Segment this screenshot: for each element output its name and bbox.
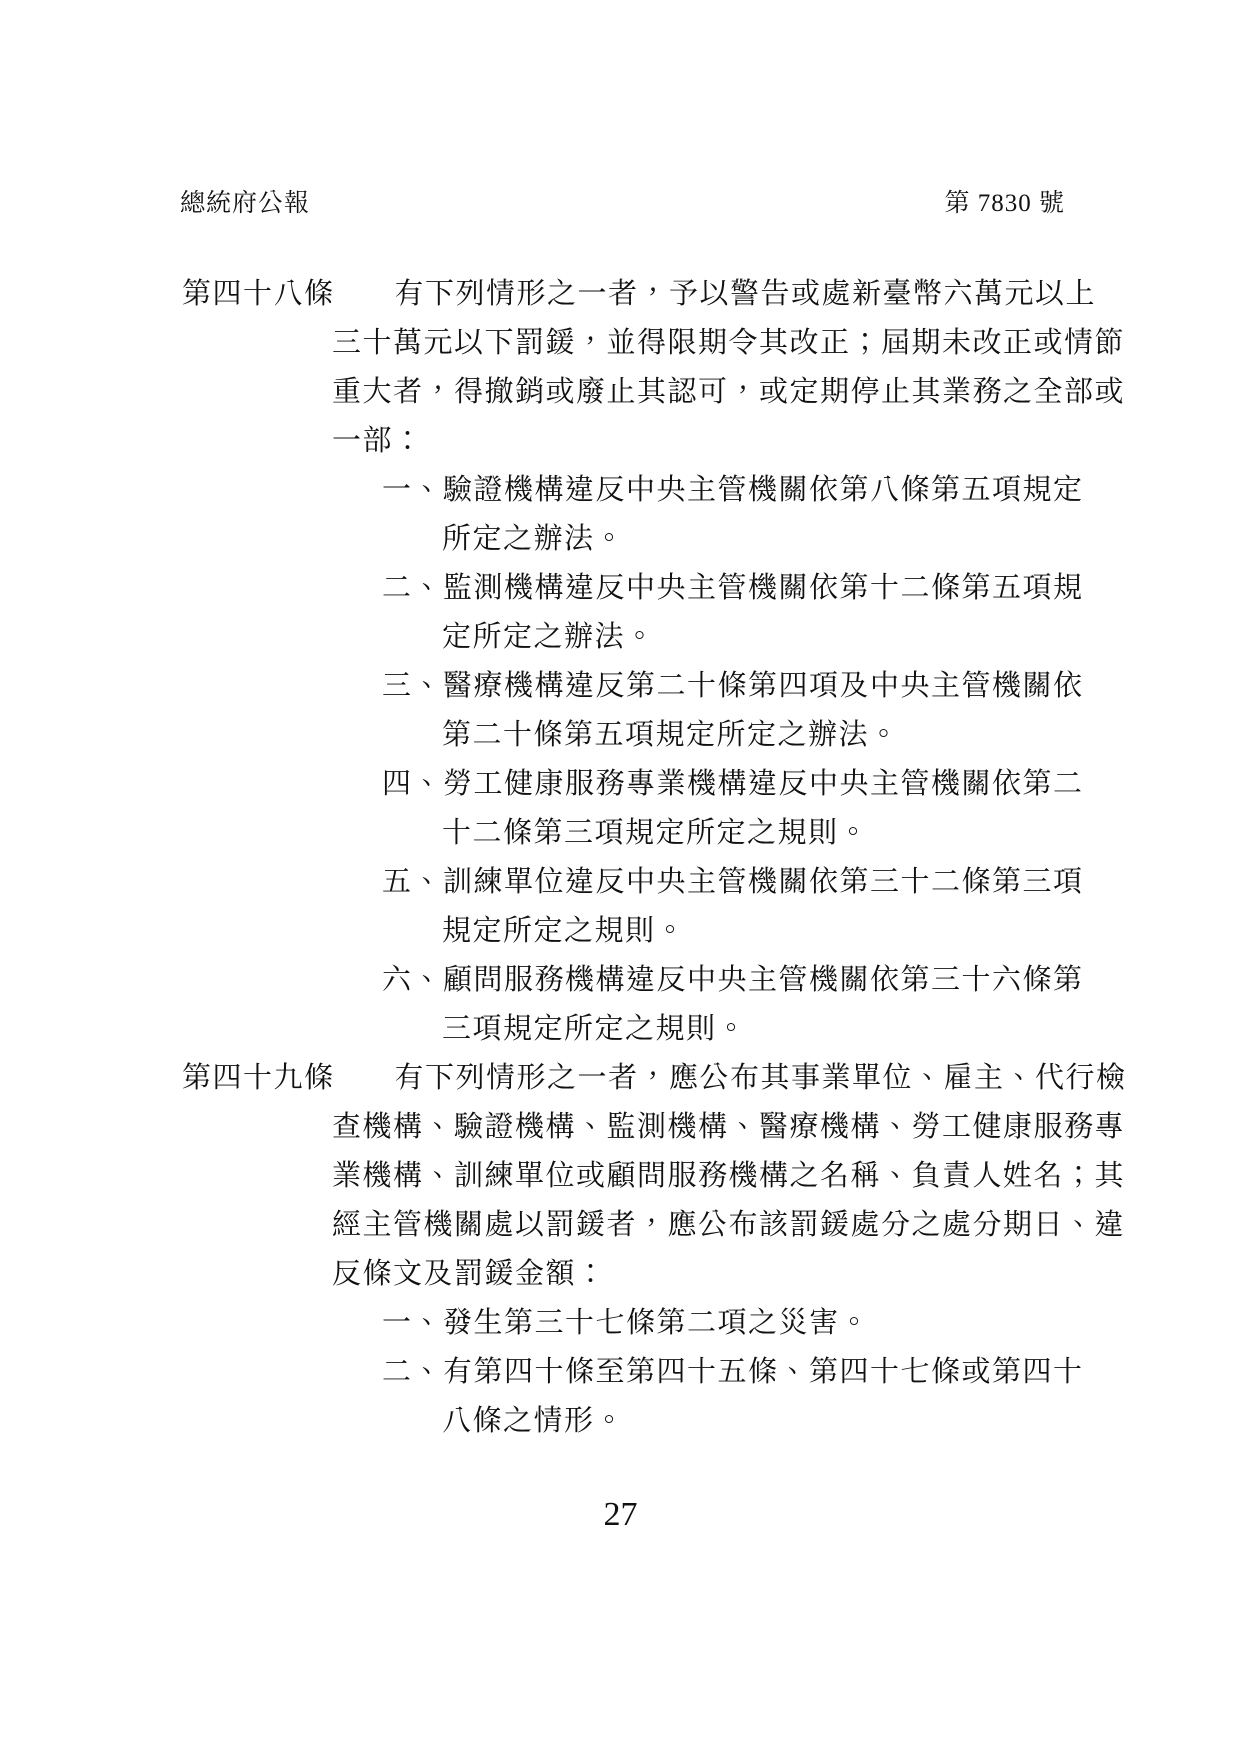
article-number: 第四十九條 — [182, 1062, 335, 1094]
line-text: 重大者，得撤銷或廢止其認可，或定期停止其業務之全部或 — [332, 376, 1126, 408]
text-line — [182, 270, 1097, 319]
line-text: 業機構、訓練單位或顧問服務機構之名稱、負責人姓名；其 — [332, 1160, 1126, 1192]
line-text: 監測機構違反中央主管機關依第十二條第五項規 — [443, 572, 1084, 604]
line-text: 有下列情形之一者，予以警告或處新臺幣六萬元以上 — [394, 278, 1097, 310]
label-gap — [335, 302, 395, 303]
line-text: 十二條第三項規定所定之規則。 — [442, 817, 870, 849]
line-text: 有下列情形之一者，應公布其事業單位、雇主、代行檢 — [394, 1062, 1127, 1094]
text-line — [182, 1054, 1127, 1103]
text-line — [182, 956, 1092, 1005]
page-header — [180, 183, 1065, 219]
line-text: 所定之辦法。 — [442, 523, 626, 555]
text-line — [182, 515, 1092, 564]
item-marker: 一、 — [382, 1307, 444, 1339]
text-line — [182, 1152, 1126, 1201]
text-line — [182, 1299, 1092, 1348]
text-line — [182, 907, 1092, 956]
text-line — [182, 858, 1092, 907]
item-marker: 四、 — [382, 768, 444, 800]
text-line — [182, 1348, 1092, 1397]
publication-title: 總統府公報 — [180, 190, 311, 217]
line-text: 發生第三十七條第二項之災害。 — [443, 1307, 871, 1339]
text-line — [182, 319, 1126, 368]
item-marker: 一、 — [382, 474, 444, 506]
text-line — [182, 1397, 1092, 1446]
item-marker: 五、 — [382, 866, 444, 898]
page-number: 27 — [603, 1496, 638, 1533]
text-line — [182, 466, 1092, 515]
item-marker: 六、 — [382, 964, 444, 996]
line-text: 三項規定所定之規則。 — [442, 1013, 748, 1045]
item-marker: 二、 — [382, 572, 444, 604]
line-text: 定所定之辦法。 — [442, 621, 656, 653]
line-text: 八條之情形。 — [442, 1405, 626, 1437]
text-line — [182, 662, 1092, 711]
line-text: 顧問服務機構違反中央主管機關依第三十六條第 — [443, 964, 1084, 996]
line-text: 勞工健康服務專業機構違反中央主管機關依第二 — [443, 768, 1084, 800]
text-line — [182, 613, 1092, 662]
text-line — [182, 564, 1092, 613]
text-line — [182, 1201, 1126, 1250]
text-line — [182, 417, 1092, 466]
text-line — [182, 760, 1092, 809]
line-text: 有第四十條至第四十五條、第四十七條或第四十 — [443, 1356, 1084, 1388]
item-marker: 二、 — [382, 1356, 444, 1388]
page-footer — [0, 1496, 1241, 1534]
text-line — [182, 809, 1092, 858]
text-line — [182, 1005, 1092, 1054]
line-text: 訓練單位違反中央主管機關依第三十二條第三項 — [443, 866, 1084, 898]
text-line — [182, 711, 1092, 760]
line-text: 第二十條第五項規定所定之辦法。 — [442, 719, 900, 751]
line-text: 驗證機構違反中央主管機關依第八條第五項規定 — [443, 474, 1084, 506]
line-text: 反條文及罰鍰金額： — [332, 1258, 607, 1290]
line-text: 查機構、驗證機構、監測機構、醫療機構、勞工健康服務專 — [332, 1111, 1126, 1143]
label-gap — [335, 1086, 395, 1087]
text-line — [182, 368, 1126, 417]
text-line — [182, 1250, 1092, 1299]
line-text: 經主管機關處以罰鍰者，應公布該罰鍰處分之處分期日、違 — [332, 1209, 1126, 1241]
document-body — [182, 270, 1127, 1446]
text-line — [182, 1103, 1126, 1152]
line-text: 三十萬元以下罰鍰，並得限期令其改正；屆期未改正或情節 — [332, 327, 1126, 359]
item-marker: 三、 — [382, 670, 444, 702]
line-text: 一部： — [332, 425, 424, 457]
line-text: 規定所定之規則。 — [442, 915, 687, 947]
issue-number: 第 7830 號 — [944, 190, 1065, 217]
article-number: 第四十八條 — [182, 278, 335, 310]
line-text: 醫療機構違反第二十條第四項及中央主管機關依 — [443, 670, 1084, 702]
